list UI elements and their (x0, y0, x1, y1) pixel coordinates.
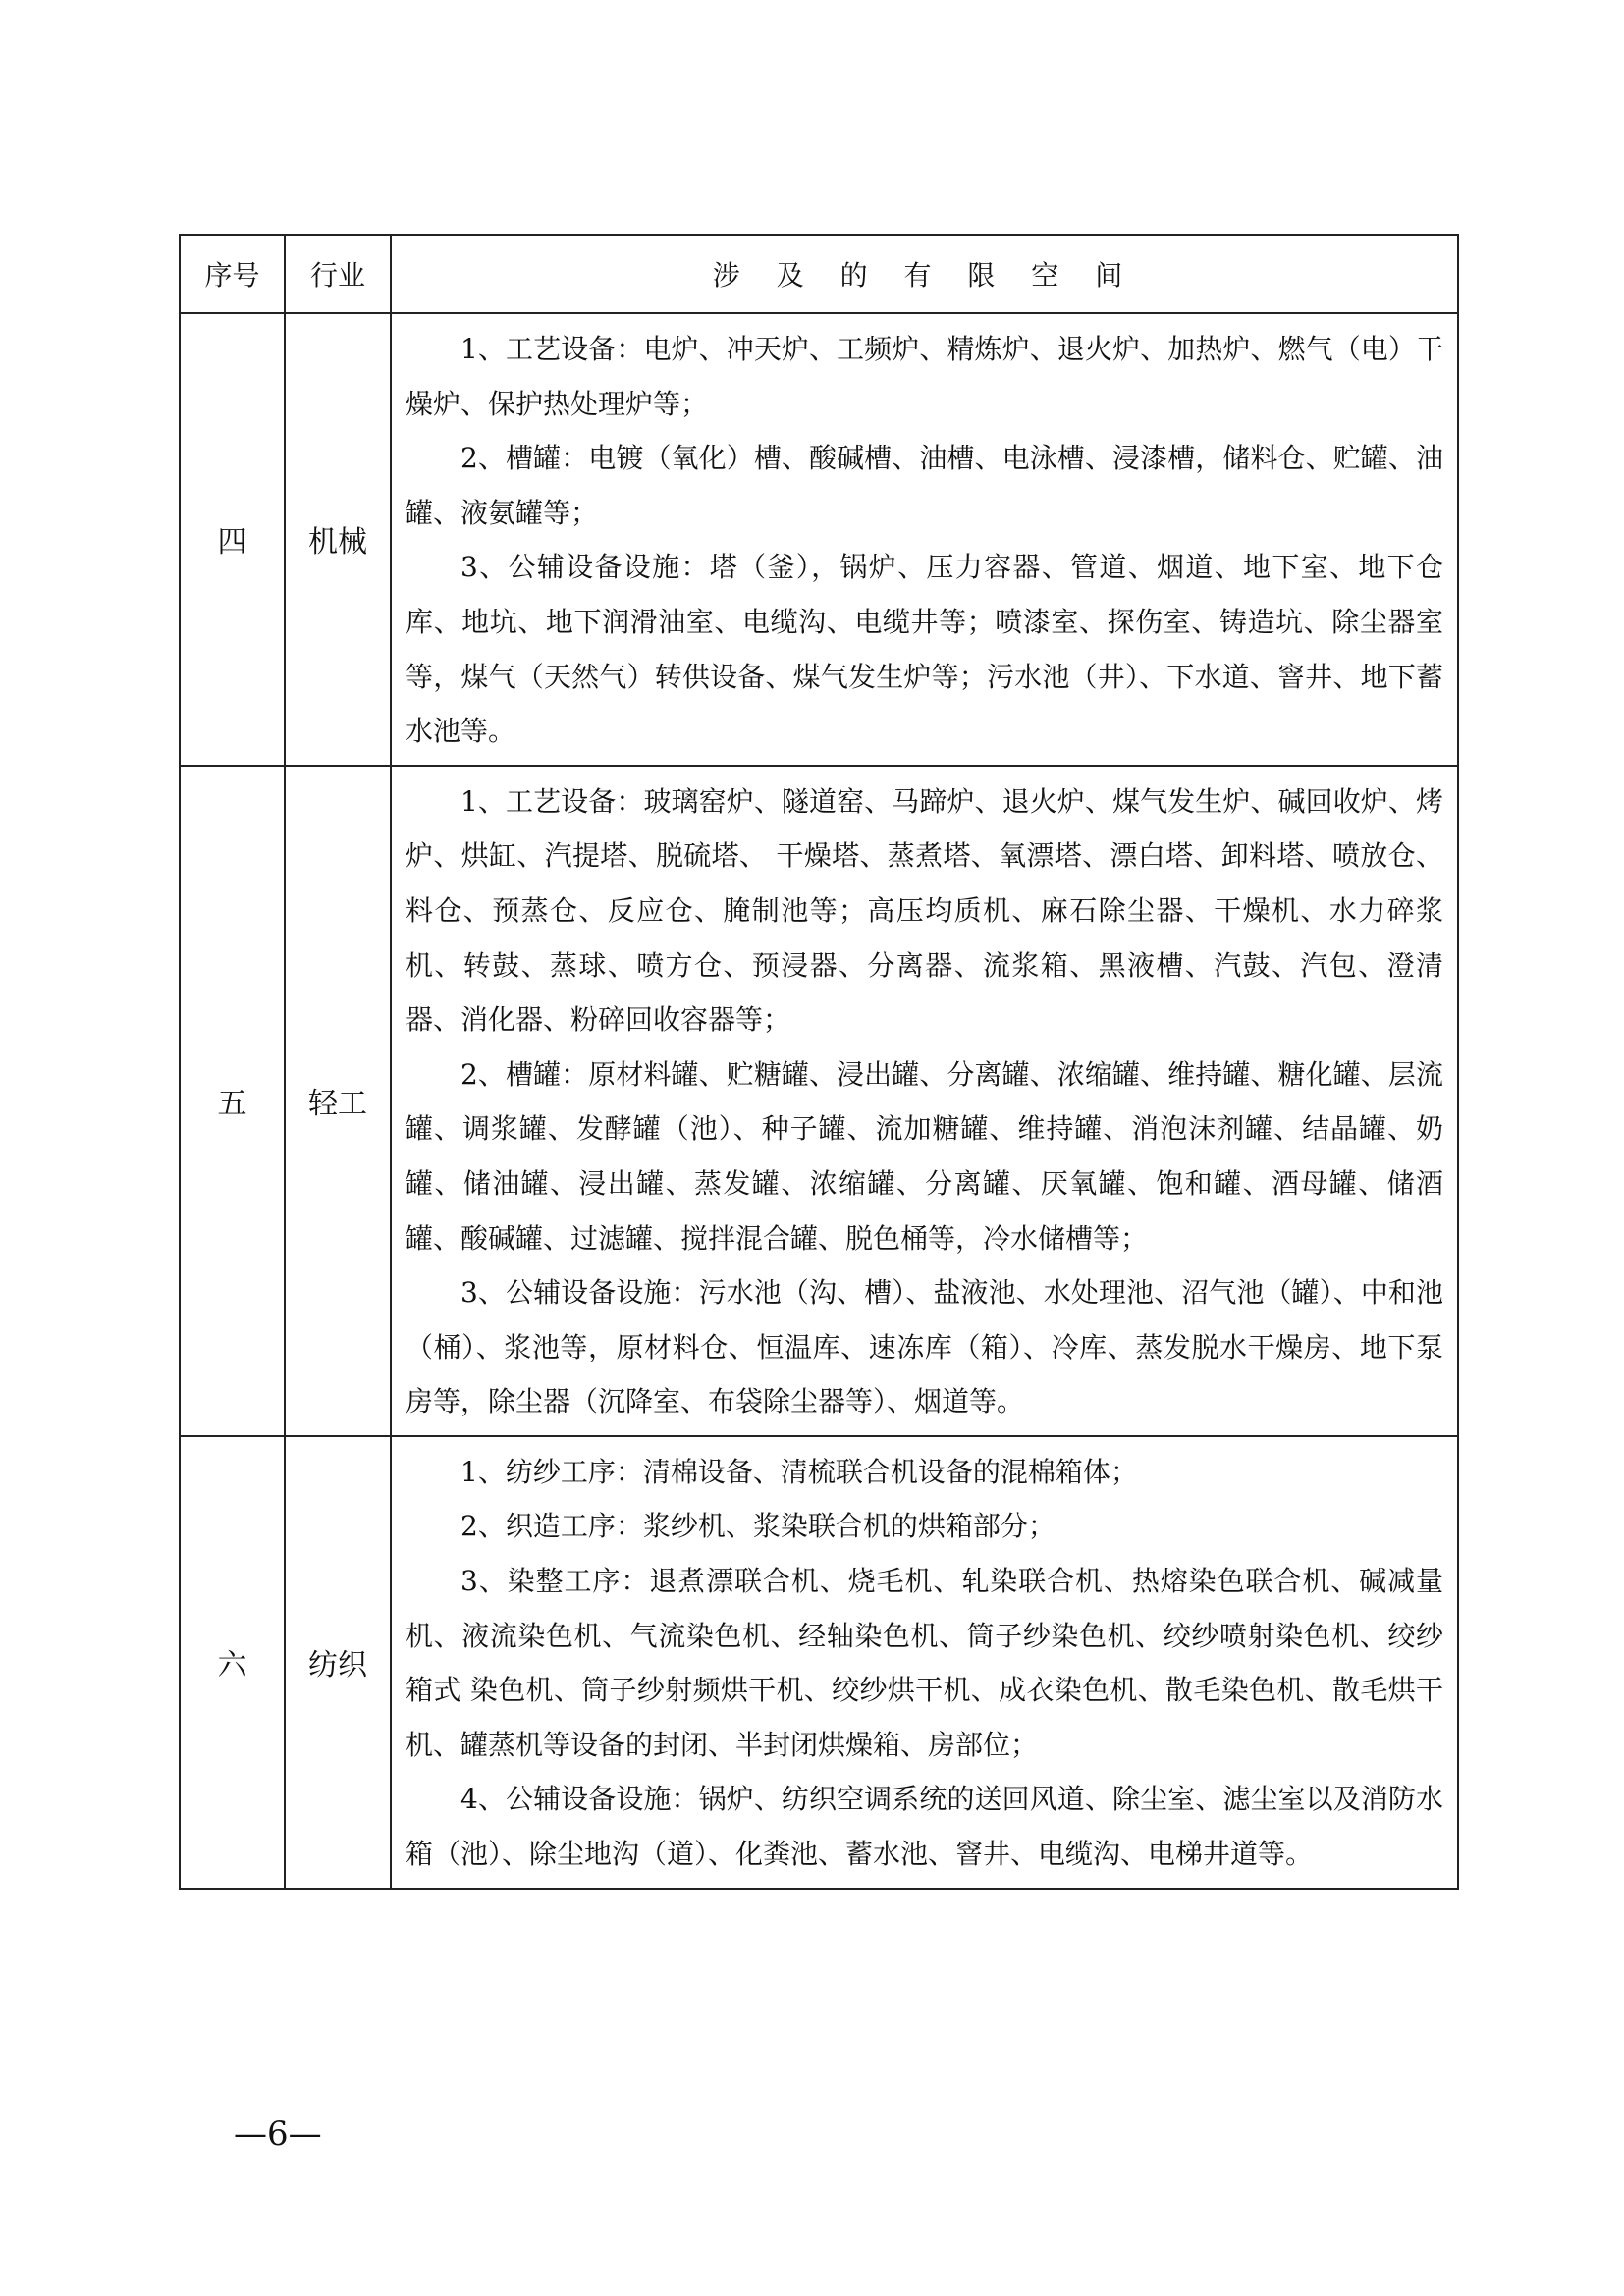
table-row (180, 766, 1458, 1436)
row-spaces-cell (391, 766, 1458, 1436)
row-industry: 轻工 (285, 766, 391, 1436)
row-serial-number: 四 (180, 313, 285, 766)
spaces-paragraph: 3、公辅设备设施：塔（釜），锅炉、压力容器、管道、烟道、地下室、地下仓库、地坑、地下润滑油室、电缆沟、电缆井等；喷漆室、探伤室、铸造坑、除尘器室等，煤气（天然气）转供设备、煤气发生炉等；污水池（井）、下水道、窨井、地下蓄水池等。 (406, 551, 1443, 748)
spaces-paragraph: 3、公辅设备设施：污水池（沟、槽）、盐液池、水处理池、沼气池（罐）、中和池（桶）、浆池等，原材料仓、恒温库、速冻库（箱）、冷库、蒸发脱水干燥房、地下泵房等，除尘器（沉降室、布袋除尘器等）、烟道等。 (406, 1276, 1443, 1418)
row-spaces-cell (391, 313, 1458, 766)
spaces-paragraph: 2、织造工序：浆纱机、浆染联合机的烘箱部分； (460, 1510, 1056, 1543)
spaces-paragraph: 2、槽罐：原材料罐、贮糖罐、浸出罐、分离罐、浓缩罐、维持罐、糖化罐、层流罐、调浆罐、发酵罐（池）、种子罐、流加糖罐、维持罐、消泡沫剂罐、结晶罐、奶罐、储油罐、浸出罐、蒸发罐、浓缩罐、分离罐、厌氧罐、饱和罐、酒母罐、储酒罐、酸碱罐、过滤罐、搅拌混合罐、脱色桶等，冷水储槽等； (406, 1057, 1443, 1255)
table-row (180, 1436, 1458, 1889)
row-industry: 纺织 (285, 1436, 391, 1889)
header-confined-spaces (391, 235, 1458, 313)
header-confined-spaces-label: 涉 及 的 有 限 空 间 (712, 259, 1137, 292)
spaces-paragraph: 1、工艺设备：玻璃窑炉、隧道窑、马蹄炉、退火炉、煤气发生炉、碱回收炉、烤炉、烘缸、汽提塔、脱硫塔、 干燥塔、蒸煮塔、氧漂塔、漂白塔、卸料塔、喷放仓、料仓、预蒸仓、反应仓、腌制池等；高压均质机、麻石除尘器、干燥机、水力碎浆机、转鼓、蒸球、喷方仓、预浸器、分离器、流浆箱、黑液槽、汽鼓、汽包、澄清器、消化器、粉碎回收容器等； (406, 784, 1443, 1037)
header-industry: 行业 (285, 235, 391, 313)
spaces-paragraph: 3、染整工序：退煮漂联合机、烧毛机、轧染联合机、热熔染色联合机、碱减量机、液流染色机、气流染色机、经轴染色机、筒子纱染色机、绞纱喷射染色机、绞纱箱式 染色机、筒子纱射频烘干机、绞纱烘干机、成衣染色机、散毛染色机、散毛烘干机、罐蒸机等设备的封闭、半封闭烘燥箱、房部位； (406, 1565, 1443, 1761)
header-serial-number: 序号 (180, 235, 285, 313)
row-spaces-cell (391, 1436, 1458, 1889)
row-serial-number: 六 (180, 1436, 285, 1889)
table-header-row (180, 235, 1458, 313)
row-serial-number: 五 (180, 766, 285, 1436)
confined-space-table (179, 234, 1459, 1890)
table-row (180, 313, 1458, 766)
page-number: —6— (234, 2114, 322, 2154)
spaces-paragraph: 2、槽罐：电镀（氧化）槽、酸碱槽、油槽、电泳槽、浸漆槽，储料仓、贮罐、油罐、液氨罐等； (406, 442, 1443, 529)
spaces-paragraph: 4、公辅设备设施：锅炉、纺织空调系统的送回风道、除尘室、滤尘室以及消防水箱（池）、除尘地沟（道）、化粪池、蓄水池、窨井、电缆沟、电梯井道等。 (406, 1783, 1443, 1871)
row-industry: 机械 (285, 313, 391, 766)
spaces-paragraph: 1、工艺设备：电炉、冲天炉、工频炉、精炼炉、退火炉、加热炉、燃气（电）干燥炉、保护热处理炉等； (406, 333, 1443, 420)
spaces-paragraph: 1、纺纱工序：清棉设备、清梳联合机设备的混棉箱体； (460, 1455, 1138, 1488)
